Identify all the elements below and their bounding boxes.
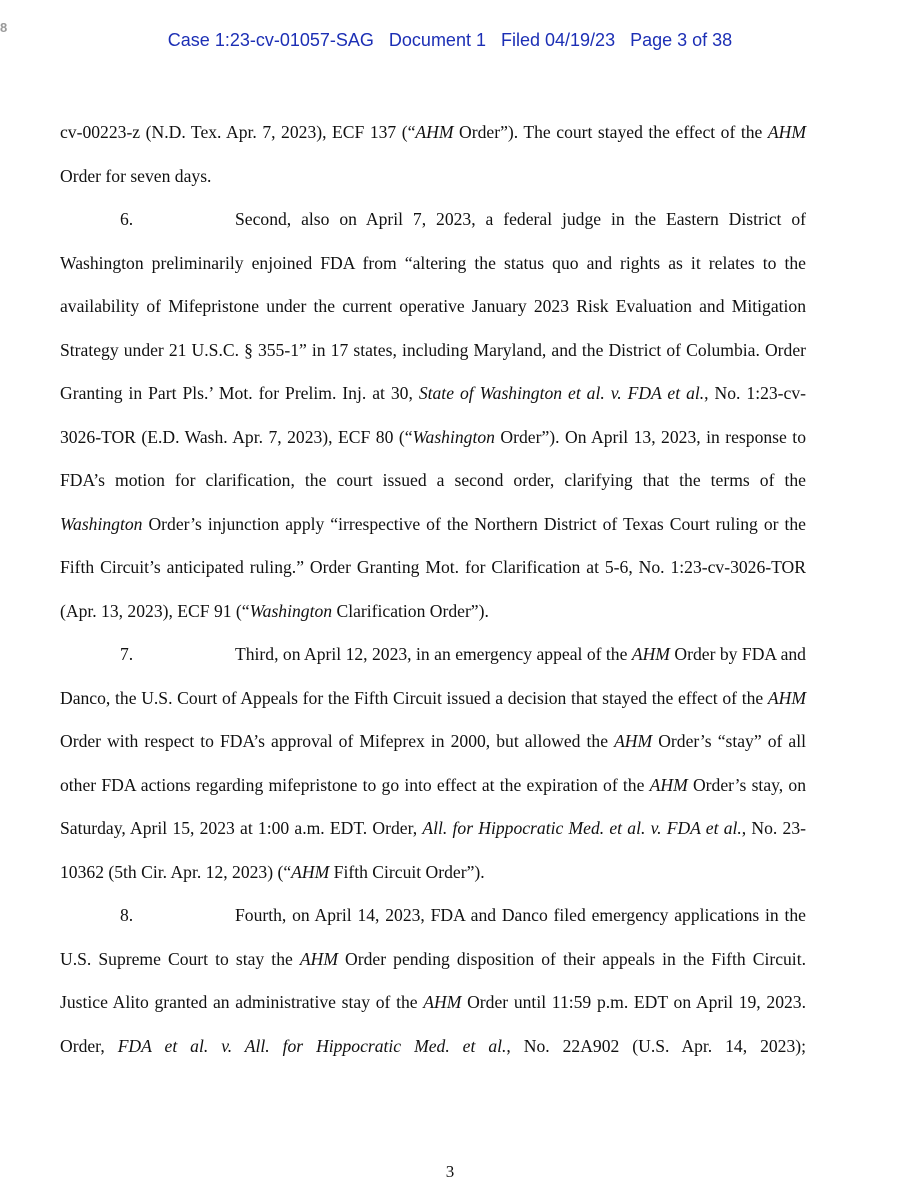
paragraph-5-continued: cv-00223-z (N.D. Tex. Apr. 7, 2023), ECF 137 (“AHM Order”). The court stayed the effect of the AHM Order for seven days.	[60, 122, 807, 186]
paragraph-number: 8.	[120, 905, 134, 925]
filed-date: Filed 04/19/23	[501, 30, 616, 50]
ecf-filing-header	[0, 30, 900, 51]
paragraph-number: 6.	[120, 209, 134, 229]
paragraph-number: 7.	[120, 644, 134, 664]
document-number: Document 1	[388, 30, 486, 50]
paragraph-6: 6. Second, also on April 7, 2023, a federal judge in the Eastern District of Washington preliminarily enjoined FDA from “altering the status quo and rights as it relates to the availability of Mifepristone under the current operative January 2023 Risk Evaluation and Mitigation Strategy under 21 U.S.C. § 355-1” in 17 states, including Maryland, and the District of Columbia. Order Granting in Part Pls.’ Mot. for Prelim. Inj. at 30, State of Washington et al. v. FDA et al., No. 1:23-cv-3026-TOR (E.D. Wash. Apr. 7, 2023), ECF 80 (“Washington Order”). On April 13, 2023, in response to FDA’s motion for clarification, the court issued a second order, clarifying that the terms of the Washington Order’s injunction apply “irrespective of the Northern District of Texas Court ruling or the Fifth Circuit’s anticipated ruling.” Order Granting Mot. for Clarification at 5-6, No. 1:23-cv-3026-TOR (Apr. 13, 2023), ECF 91 (“Washington Clarification Order”).	[60, 198, 806, 633]
paragraph-7: 7. Third, on April 12, 2023, in an emergency appeal of the AHM Order by FDA and Danco, the U.S. Court of Appeals for the Fifth Circuit issued a decision that stayed the effect of the AHM Order with respect to FDA’s approval of Mifeprex in 2000, but allowed the AHM Order’s “stay” of all other FDA actions regarding mifepristone to go into effect at the expiration of the AHM Order’s stay, on Saturday, April 15, 2023 at 1:00 a.m. EDT. Order, All. for Hippocratic Med. et al. v. FDA et al., No. 23-10362 (5th Cir. Apr. 12, 2023) (“AHM Fifth Circuit Order”).	[60, 633, 806, 894]
document-body	[60, 111, 806, 1068]
page-number: 3	[445, 1162, 455, 1181]
case-number: Case 1:23-cv-01057-SAG	[167, 30, 374, 50]
page-corner-mark: 8	[0, 20, 8, 35]
page-count: Page 3 of 38	[630, 30, 733, 50]
paragraph-8: 8. Fourth, on April 14, 2023, FDA and Danco filed emergency applications in the U.S. Supreme Court to stay the AHM Order pending disposition of their appeals in the Fifth Circuit. Justice Alito granted an administrative stay of the AHM Order until 11:59 p.m. EDT on April 19, 2023. Order, FDA et al. v. All. for Hippocratic Med. et al., No. 22A902 (U.S. Apr. 14, 2023);	[60, 894, 806, 1068]
